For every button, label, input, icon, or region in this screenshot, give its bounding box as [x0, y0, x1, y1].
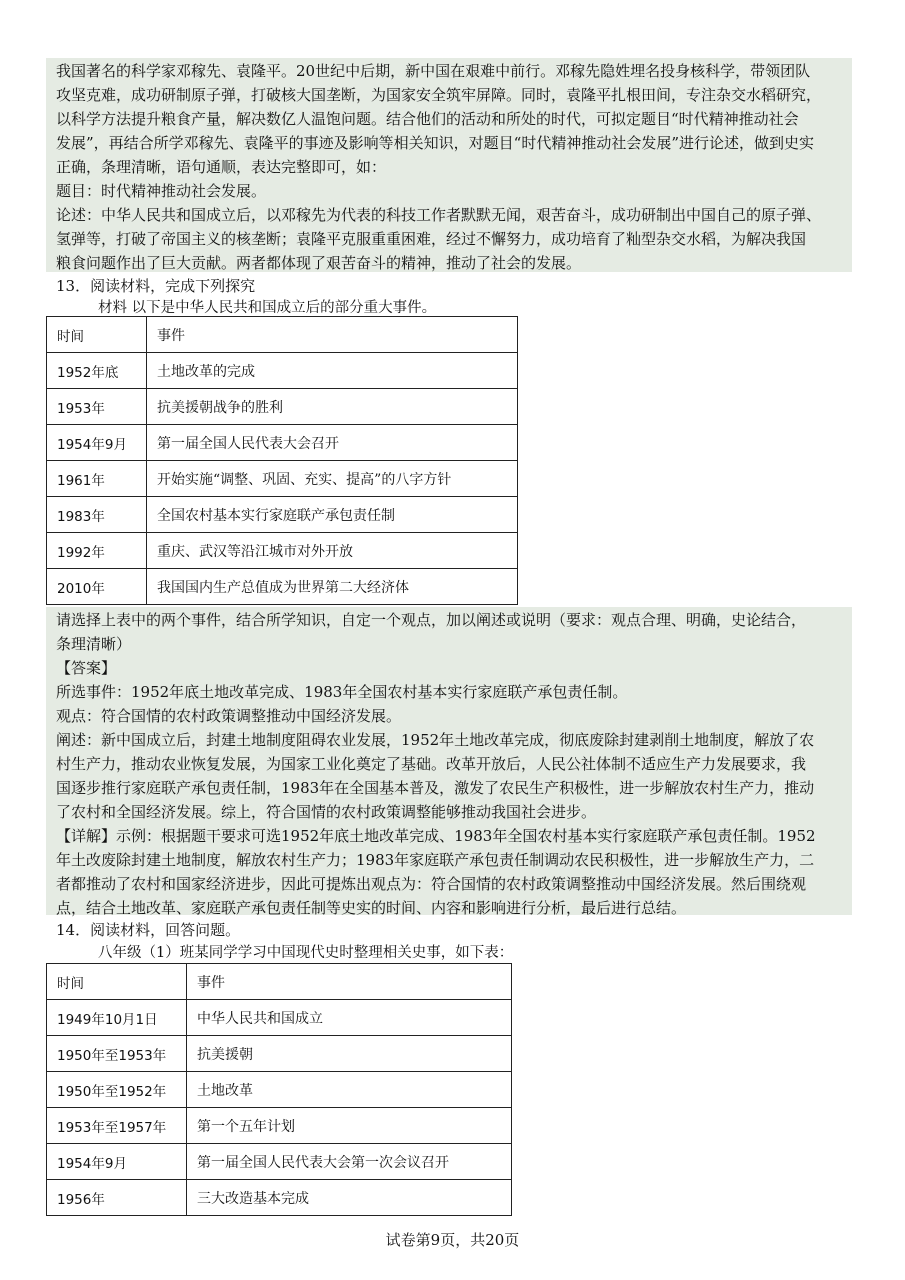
table-cell: 1953年	[47, 389, 147, 425]
table-cell: 重庆、武汉等沿江城市对外开放	[147, 533, 518, 569]
q13-explanation-line: 者都推动了农村和国家经济进步，因此可提炼出观点为：符合国情的农村政策调整推动中国经济发展。然后围绕观	[56, 875, 807, 893]
table-cell: 抗美援朝战争的胜利	[147, 389, 518, 425]
top-line: 氢弹等，打破了帝国主义的核垄断；袁隆平克服重重困难，经过不懈努力，成功培育了籼型杂交水稻，为解决我国	[56, 230, 807, 248]
q13-answer-line: 了农村和全国经济发展。综上，符合国情的农村政策调整能够推动我国社会进步。	[56, 803, 597, 821]
top-line: 题目：时代精神推动社会发展。	[56, 182, 267, 200]
table-row	[47, 1180, 512, 1216]
q13-question-line: 请选择上表中的两个事件，结合所学知识，自定一个观点，加以阐述或说明（要求：观点合理、明确，史论结合，	[56, 611, 807, 629]
table-row	[47, 964, 512, 1000]
page-footer: 试卷第9页，共20页	[385, 1231, 520, 1249]
q14-heading: 14．阅读材料，回答问题。	[56, 921, 241, 939]
table-cell: 土地改革	[187, 1072, 512, 1108]
table-row	[47, 317, 518, 353]
table-row	[47, 425, 518, 461]
q13-heading: 13．阅读材料，完成下列探究	[56, 277, 256, 295]
q14-material-intro: 八年级（1）班某同学学习中国现代史时整理相关史事，如下表：	[98, 945, 514, 961]
table-cell: 第一届全国人民代表大会第一次会议召开	[187, 1144, 512, 1180]
table-cell: 1949年10月1日	[47, 1000, 187, 1036]
table-cell: 1950年至1953年	[47, 1036, 187, 1072]
table-cell: 1992年	[47, 533, 147, 569]
q13-answer-line: 村生产力，推动农业恢复发展，为国家工业化奠定了基础。改革开放后，人民公社体制不适应生产力发展要求，我	[56, 755, 807, 773]
q14-header-event: 事件	[187, 964, 512, 1000]
q13-answer-line: 观点：符合国情的农村政策调整推动中国经济发展。	[56, 707, 402, 725]
table-row	[47, 1000, 512, 1036]
q13-answer-line: 阐述：新中国成立后，封建土地制度阻碍农业发展，1952年土地改革完成，彻底废除封建剥削土地制度，解放了农	[56, 731, 815, 749]
q13-explanation-line: 年土改废除封建土地制度，解放农村生产力；1983年家庭联产承包责任制调动农民积极性，进一步解放生产力，二	[56, 851, 815, 869]
table-cell: 1956年	[47, 1180, 187, 1216]
table-cell: 1961年	[47, 461, 147, 497]
table-cell: 开始实施“调整、巩固、充实、提高”的八字方针	[147, 461, 518, 497]
q13-answer-line: 所选事件：1952年底土地改革完成、1983年全国农村基本实行家庭联产承包责任制。	[56, 683, 628, 701]
table-cell: 抗美援朝	[187, 1036, 512, 1072]
table-row	[47, 497, 518, 533]
q13-answer-line: 国逐步推行家庭联产承包责任制，1983年在全国基本普及，激发了农民生产积极性，进一步解放农村生产力，推动	[56, 779, 815, 797]
top-line: 粮食问题作出了巨大贡献。两者都体现了艰苦奋斗的精神，推动了社会的发展。	[56, 254, 582, 272]
table-cell: 1953年至1957年	[47, 1108, 187, 1144]
q13-question-line: 条理清晰）	[56, 635, 132, 653]
top-line: 论述：中华人民共和国成立后，以邓稼先为代表的科技工作者默默无闻，艰苦奋斗，成功研制出中国自己的原子弹、	[56, 206, 822, 224]
q14-table	[46, 963, 512, 1216]
table-row	[47, 1108, 512, 1144]
q13-header-event: 事件	[147, 317, 518, 353]
q13-table	[46, 316, 518, 605]
table-cell: 2010年	[47, 569, 147, 605]
table-cell: 我国国内生产总值成为世界第二大经济体	[147, 569, 518, 605]
table-cell: 1950年至1952年	[47, 1072, 187, 1108]
q13-explanation-line: 点，结合土地改革、家庭联产承包责任制等史实的时间、内容和影响进行分析，最后进行总结。	[56, 899, 687, 917]
table-cell: 第一个五年计划	[187, 1108, 512, 1144]
top-line: 攻坚克难，成功研制原子弹，打破核大国垄断，为国家安全筑牢屏障。同时，袁隆平扎根田间，专注杂交水稻研究，	[56, 86, 822, 104]
q14-header-time: 时间	[47, 964, 187, 1000]
table-row	[47, 569, 518, 605]
top-line: 正确，条理清晰，语句通顺，表达完整即可，如：	[56, 158, 387, 176]
top-line: 以科学方法提升粮食产量，解决数亿人温饱问题。结合他们的活动和所处的时代，可拟定题目“时代精神推动社会	[56, 110, 799, 128]
table-cell: 土地改革的完成	[147, 353, 518, 389]
top-line: 发展”，再结合所学邓稼先、袁隆平的事迹及影响等相关知识，对题目“时代精神推动社会发展”进行论述，做到史实	[56, 134, 815, 152]
table-row	[47, 353, 518, 389]
top-line: 我国著名的科学家邓稼先、袁隆平。20世纪中后期，新中国在艰难中前行。邓稼先隐姓埋名投身核科学，带领团队	[56, 62, 811, 80]
table-row	[47, 1072, 512, 1108]
answer-label: 【答案】	[56, 659, 117, 677]
table-row	[47, 1144, 512, 1180]
table-row	[47, 389, 518, 425]
table-cell: 1952年底	[47, 353, 147, 389]
table-cell: 1983年	[47, 497, 147, 533]
table-cell: 全国农村基本实行家庭联产承包责任制	[147, 497, 518, 533]
q13-explanation-line: 【详解】示例：根据题干要求可选1952年底土地改革完成、1983年全国农村基本实行家庭联产承包责任制。1952	[56, 827, 816, 845]
table-cell: 三大改造基本完成	[187, 1180, 512, 1216]
table-row	[47, 461, 518, 497]
q13-material-intro: 材料 以下是中华人民共和国成立后的部分重大事件。	[98, 300, 437, 316]
q13-header-time: 时间	[47, 317, 147, 353]
table-cell: 1954年9月	[47, 425, 147, 461]
table-row	[47, 533, 518, 569]
table-cell: 第一届全国人民代表大会召开	[147, 425, 518, 461]
table-cell: 1954年9月	[47, 1144, 187, 1180]
table-row	[47, 1036, 512, 1072]
table-cell: 中华人民共和国成立	[187, 1000, 512, 1036]
